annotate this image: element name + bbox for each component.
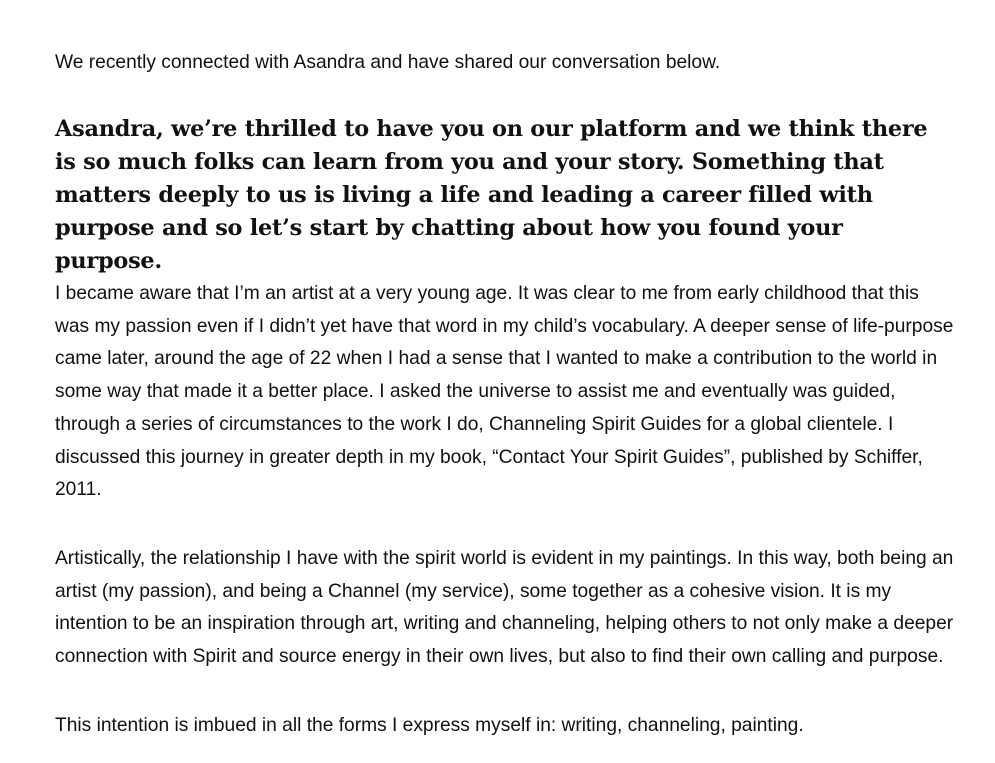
answer-paragraph-2: Artistically, the relationship I have with the spirit world is evident in my paintings. In this way, both being an artist (my passion), and being a Channel (my service), some together as a cohesive vision. It is my intention to be an inspiration through art, writing and channeling, helping others to not only make a deeper connection with Spirit and source energy in their own lives, but also to find their own calling and purpose.	[55, 547, 954, 668]
intro-text: We recently connected with Asandra and have shared our conversation below.	[55, 52, 721, 73]
answer-paragraph-1: I became aware that I’m an artist at a very young age. It was clear to me from early childhood that this was my passion even if I didn’t yet have that word in my child’s vocabulary. A deeper sense of life-purpose came later, around the age of 22 when I had a sense that I wanted to make a contribution to the world in some way that made it a better place. I asked the universe to assist me and eventually was guided, through a series of circumstances to the work I do, Channeling Spirit Guides for a global clientele. I discussed this journey in greater depth in my book, “Contact Your Spirit Guides”, published by Schiffer, 2011.	[55, 283, 954, 501]
interview-question: Asandra, we’re thrilled to have you on our platform and we think there is so much folks can learn from you and your story. Something that matters deeply to us is living a life and leading a career filled with purpose and so let’s start by chatting about how you found your purpose.	[55, 116, 928, 274]
answer-paragraph-3: This intention is imbued in all the forms I express myself in: writing, channeling, painting.	[55, 714, 804, 736]
article-body	[55, 46, 955, 742]
